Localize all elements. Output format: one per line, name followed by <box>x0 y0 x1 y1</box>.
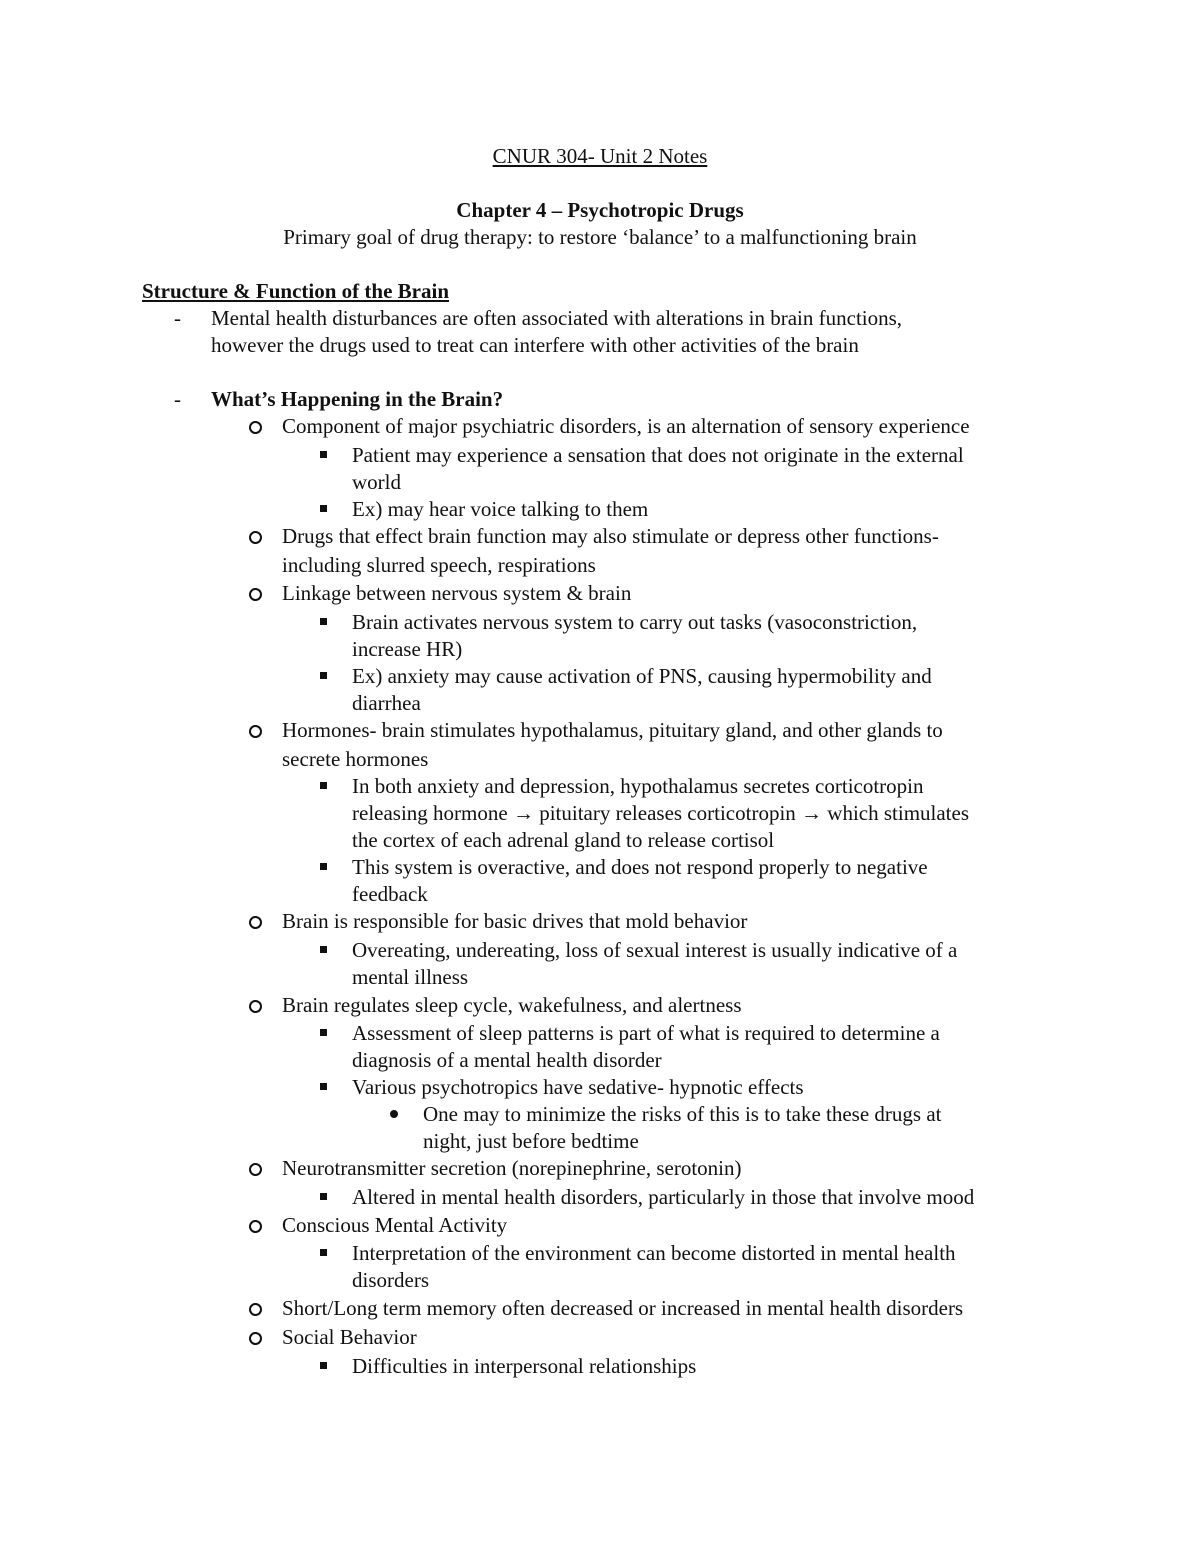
list-item-text: night, just before bedtime <box>423 1129 639 1153</box>
section-heading: Structure & Function of the Brain <box>142 279 450 303</box>
square-bullet <box>320 1362 327 1369</box>
list-item-text-part: pituitary releases corticotropin <box>533 801 802 825</box>
square-bullet <box>320 451 327 458</box>
list-item-text: Short/Long term memory often decreased or increased in mental health disorders <box>282 1296 964 1320</box>
list-item-text: diagnosis of a mental health disorder <box>352 1048 662 1072</box>
list-item-text: Social Behavior <box>282 1325 417 1349</box>
list-item-text: In both anxiety and depression, hypothalamus secretes corticotropin <box>352 774 924 798</box>
square-bullet <box>320 1029 327 1036</box>
list-item-text: feedback <box>352 882 428 906</box>
list-item-text: Drugs that effect brain function may also stimulate or depress other functions- <box>282 524 939 548</box>
circle-bullet <box>249 1000 262 1013</box>
square-bullet <box>320 782 327 789</box>
list-item-text: Assessment of sleep patterns is part of what is required to determine a <box>352 1021 940 1045</box>
circle-bullet <box>249 531 262 544</box>
circle-bullet <box>249 1163 262 1176</box>
list-item-text: Ex) anxiety may cause activation of PNS, causing hypermobility and <box>352 664 932 688</box>
circle-bullet <box>249 916 262 929</box>
list-item-text: mental illness <box>352 965 469 989</box>
dash-bullet: - <box>174 387 181 411</box>
list-item-text <box>352 800 969 827</box>
doc-title: CNUR 304- Unit 2 Notes <box>492 144 708 168</box>
list-item-text: Mental health disturbances are often associated with alterations in brain functions, <box>211 306 903 330</box>
subheading: What’s Happening in the Brain? <box>211 387 504 411</box>
list-item-text-part: releasing hormone <box>352 801 513 825</box>
list-item-text: This system is overactive, and does not respond properly to negative <box>352 855 928 879</box>
list-item-text: world <box>352 470 401 494</box>
square-bullet <box>320 1249 327 1256</box>
primary-goal: Primary goal of drug therapy: to restore ‘balance’ to a malfunctioning brain <box>283 225 917 249</box>
circle-bullet <box>249 588 262 601</box>
circle-bullet <box>249 1303 262 1316</box>
list-item-text: Brain activates nervous system to carry out tasks (vasoconstriction, <box>352 610 918 634</box>
list-item-text: Various psychotropics have sedative- hypnotic effects <box>352 1075 804 1099</box>
list-item-text: the cortex of each adrenal gland to release cortisol <box>352 828 775 852</box>
list-item-text: increase HR) <box>352 637 463 661</box>
list-item-text: Ex) may hear voice talking to them <box>352 497 649 521</box>
chapter-heading: Chapter 4 – Psychotropic Drugs <box>456 198 744 222</box>
dash-bullet: - <box>174 306 181 330</box>
arrow-right-icon: → <box>801 801 823 825</box>
list-item-text: One may to minimize the risks of this is to take these drugs at <box>423 1102 942 1126</box>
list-item-text: Patient may experience a sensation that does not originate in the external <box>352 443 964 467</box>
list-item-text: including slurred speech, respirations <box>282 553 596 577</box>
list-item-text: diarrhea <box>352 691 421 715</box>
dot-bullet <box>390 1110 398 1118</box>
square-bullet <box>320 672 327 679</box>
list-item-text-part: which stimulates <box>822 801 970 825</box>
list-item-text: secrete hormones <box>282 747 429 771</box>
list-item-text: Brain regulates sleep cycle, wakefulness, and alertness <box>282 993 742 1017</box>
list-item-text: Linkage between nervous system & brain <box>282 581 632 605</box>
list-item-text: Component of major psychiatric disorders, is an alternation of sensory experience <box>282 414 970 438</box>
square-bullet <box>320 946 327 953</box>
list-item-text: Conscious Mental Activity <box>282 1213 508 1237</box>
list-item-text: Brain is responsible for basic drives that mold behavior <box>282 909 748 933</box>
list-item-text: Interpretation of the environment can become distorted in mental health <box>352 1241 956 1265</box>
square-bullet <box>320 505 327 512</box>
list-item-text: Difficulties in interpersonal relationships <box>352 1354 697 1378</box>
square-bullet <box>320 618 327 625</box>
list-item-text: Hormones- brain stimulates hypothalamus, pituitary gland, and other glands to <box>282 718 943 742</box>
list-item-text: however the drugs used to treat can interfere with other activities of the brain <box>211 333 859 357</box>
square-bullet <box>320 863 327 870</box>
square-bullet <box>320 1193 327 1200</box>
list-item-text: Overeating, undereating, loss of sexual interest is usually indicative of a <box>352 938 958 962</box>
circle-bullet <box>249 421 262 434</box>
circle-bullet <box>249 1220 262 1233</box>
circle-bullet <box>249 1332 262 1345</box>
list-item-text: Neurotransmitter secretion (norepinephrine, serotonin) <box>282 1156 742 1180</box>
circle-bullet <box>249 725 262 738</box>
square-bullet <box>320 1083 327 1090</box>
list-item-text: Altered in mental health disorders, particularly in those that involve mood <box>352 1185 975 1209</box>
arrow-right-icon: → <box>512 801 534 825</box>
list-item-text: disorders <box>352 1268 429 1292</box>
